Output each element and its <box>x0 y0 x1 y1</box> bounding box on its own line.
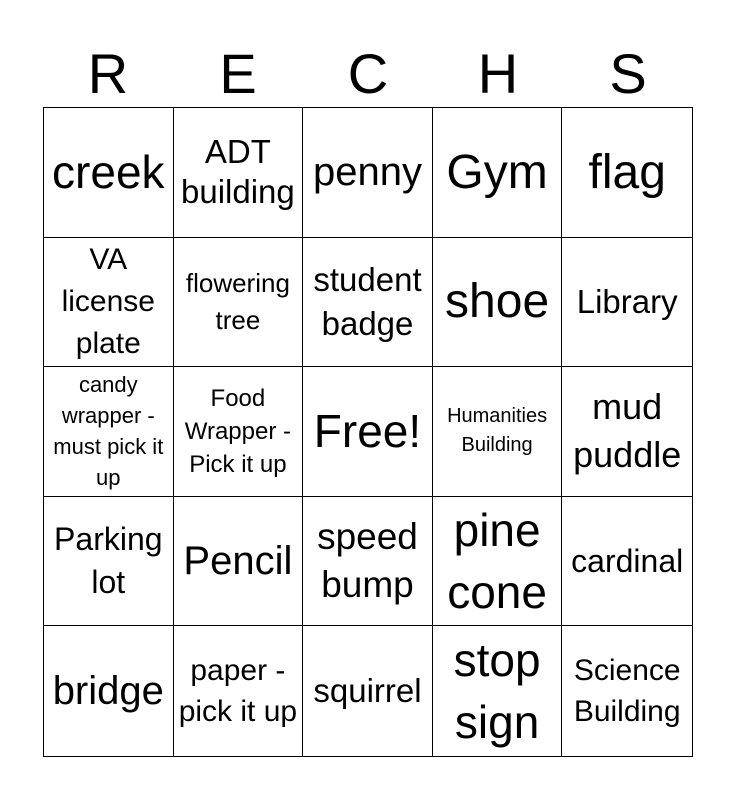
cell-text: penny <box>313 149 422 194</box>
cell-text: cardinal <box>571 542 684 579</box>
cell-text: Parking lot <box>54 521 163 601</box>
cell-text: squirrel <box>313 672 422 710</box>
bingo-header <box>43 40 693 108</box>
bingo-cell[interactable] <box>174 238 304 368</box>
cell-text: ADT building <box>181 133 295 211</box>
bingo-cell[interactable] <box>562 238 692 368</box>
cell-text: flowering tree <box>185 267 290 335</box>
bingo-cell[interactable] <box>303 367 433 497</box>
bingo-cell[interactable] <box>174 497 304 627</box>
bingo-cell[interactable] <box>303 497 433 627</box>
bingo-cell[interactable] <box>44 238 174 368</box>
bingo-cell[interactable] <box>433 108 563 238</box>
cell-text: Humanities Building <box>447 405 548 457</box>
bingo-cell[interactable] <box>433 238 563 368</box>
cell-text: flag <box>588 145 666 199</box>
bingo-cell[interactable] <box>562 108 692 238</box>
cell-text: Library <box>576 282 678 320</box>
header-letter-e: E <box>219 42 257 105</box>
header-letter-c: C <box>347 42 389 105</box>
cell-text: speed bump <box>317 516 418 606</box>
bingo-cell[interactable] <box>44 367 174 497</box>
cell-text: Free! <box>313 405 422 458</box>
cell-text: student badge <box>313 260 422 342</box>
bingo-cell[interactable] <box>303 238 433 368</box>
bingo-cell[interactable] <box>174 626 304 756</box>
cell-text: Science Building <box>573 654 681 729</box>
header-letter-h: H <box>477 42 519 105</box>
bingo-cell[interactable] <box>303 626 433 756</box>
bingo-cell[interactable] <box>44 108 174 238</box>
bingo-cell[interactable] <box>44 497 174 627</box>
cell-text: Food Wrapper - Pick it up <box>184 384 292 478</box>
cell-text: candy wrapper - must pick it up <box>53 372 164 491</box>
cell-text: Pencil <box>183 538 293 583</box>
header-letter-r: R <box>87 42 129 105</box>
bingo-cell[interactable] <box>174 367 304 497</box>
header-letter-s: S <box>609 42 647 105</box>
bingo-board <box>43 107 693 757</box>
cell-text: Gym <box>446 145 548 199</box>
cell-text: shoe <box>445 275 550 329</box>
cell-text: pine cone <box>447 504 547 619</box>
bingo-cell[interactable] <box>562 497 692 627</box>
bingo-cell[interactable] <box>562 626 692 756</box>
bingo-cell[interactable] <box>433 367 563 497</box>
cell-text: bridge <box>52 668 164 713</box>
cell-text: mud puddle <box>573 386 682 476</box>
bingo-cell[interactable] <box>303 108 433 238</box>
cell-text: stop sign <box>453 634 541 749</box>
cell-text: creek <box>52 146 165 199</box>
bingo-cell[interactable] <box>174 108 304 238</box>
bingo-cell[interactable] <box>433 497 563 627</box>
bingo-cell[interactable] <box>562 367 692 497</box>
bingo-cell[interactable] <box>44 626 174 756</box>
cell-text: VA license plate <box>61 242 155 360</box>
bingo-cell[interactable] <box>433 626 563 756</box>
cell-text: paper - pick it up <box>178 654 298 729</box>
